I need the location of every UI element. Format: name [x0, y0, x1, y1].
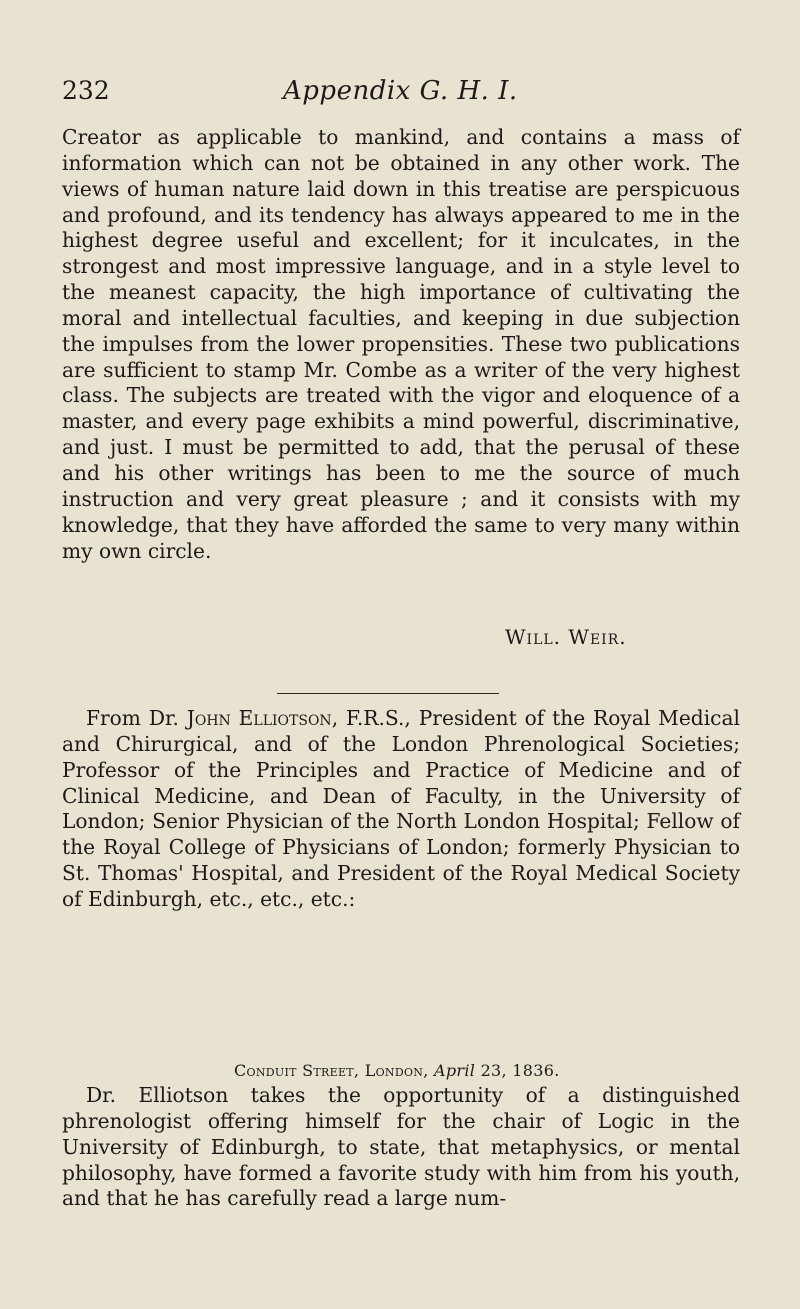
signature-will-weir: Will. Weir.: [505, 625, 627, 649]
dateline-day-year: 23, 1836.: [480, 1061, 560, 1080]
page-number: 232: [62, 76, 110, 105]
author-name: John Elliotson: [186, 706, 332, 730]
dateline-place: Conduit Street, London,: [234, 1061, 429, 1080]
running-head: Appendix G. H. I.: [283, 76, 518, 106]
paragraph-testimonial-weir: Creator as applicable to mankind, and contains a mass of information which can not be obtained in any other work. The views of human nature laid down in this treatise are perspicuous and profound, and its tendency has always appeared to me in the highest degree useful and excellent; for it inculcates, in the strongest and most impressive language, and in a style level to the meanest capacity, the high importance of cultivating the moral and intellectual faculties, and keeping in due subjection the impulses from the lower propensities. These two publications are sufficient to stamp Mr. Combe as a writer of the very highest class. The subjects are treated with the vigor and eloquence of a master, and every page exhibits a mind powerful, discriminative, and just. I must be permitted to add, that the perusal of these and his other writings has been to me the source of much instruction and very great pleasure ; and it consists with my knowledge, that they have afforded the same to very many within my own circle.: [62, 125, 740, 563]
intro-credentials: , F.R.S., President of the Royal Medical and Chirurgical, and of the London Phrenological Societies; Professor of the Principles and Practice of Medicine and of Clinical Medicine, and Dean of Faculty, in the University of London; Senior Physician of the North London Hospital; Fellow of the Royal College of Physicians of London; formerly Physician to St. Thomas' Hospital, and President of the Royal Medical Society of Edinburgh, etc., etc., etc.:: [62, 706, 740, 911]
dateline: [234, 1061, 560, 1080]
dateline-month: April: [434, 1061, 476, 1080]
paragraph-elliotson-letter: Dr. Elliotson takes the opportunity of a distinguished phrenologist offering himself for the chair of Logic in the University of Edinburgh, to state, that metaphysics, or mental philosophy, have formed a favorite study with him from his youth, and that he has carefully read a large num-: [62, 1083, 740, 1211]
intro-lead: From Dr.: [86, 706, 187, 730]
page-header: [62, 76, 732, 110]
paragraph-elliotson-intro: [62, 706, 740, 913]
section-divider: [277, 693, 499, 694]
